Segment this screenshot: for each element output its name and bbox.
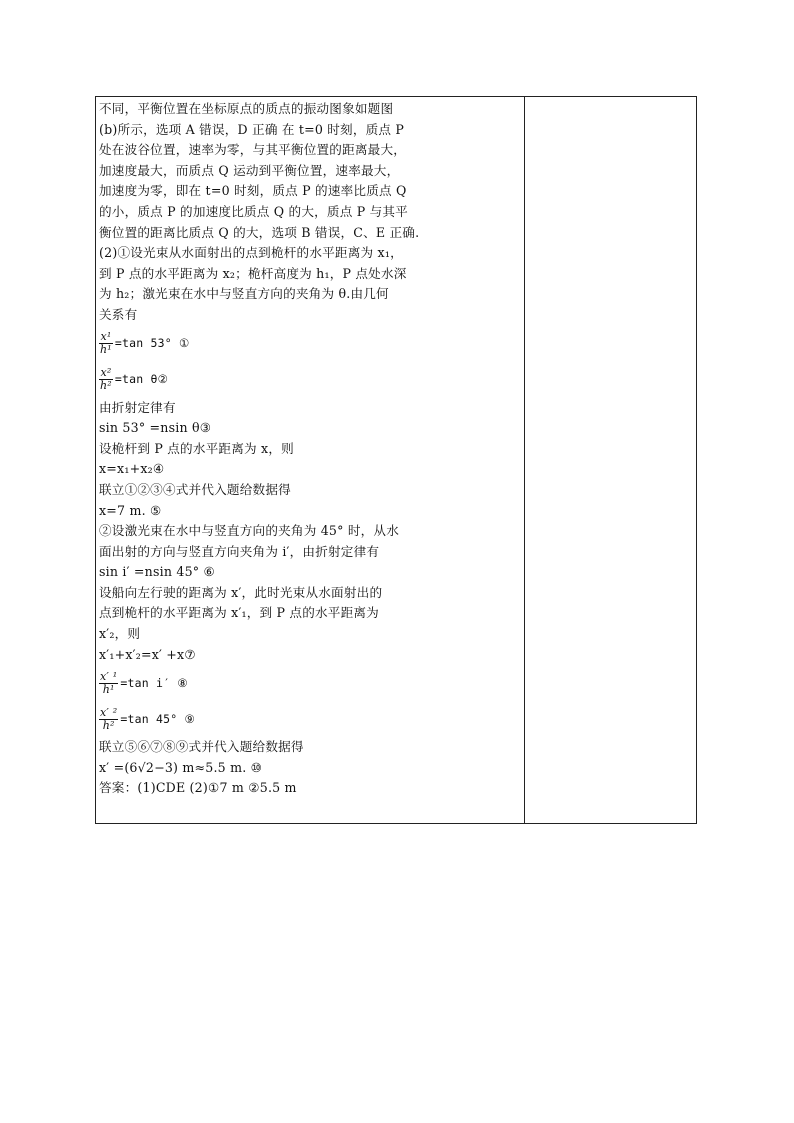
denominator: h¹ <box>102 682 115 696</box>
text-line: x′₂，则 <box>99 626 141 642</box>
numerator: x¹ <box>100 330 112 344</box>
text-line: sin 53° =nsin θ③ <box>99 420 212 436</box>
fraction <box>99 367 113 392</box>
equation-8 <box>99 665 427 701</box>
solution-table <box>95 96 697 824</box>
text-line: sin i′ =nsin 45° ⑥ <box>99 564 215 580</box>
text-line: 到 P 点的水平距离为 x₂；桅杆高度为 h₁，P 点处水深 <box>99 265 407 281</box>
denominator: h² <box>100 379 112 393</box>
equation-rest: =tan θ② <box>114 372 169 387</box>
text-line: 关系有 <box>99 306 138 322</box>
text-line: 联立⑤⑥⑦⑧⑨式并代入题给数据得 <box>99 739 304 755</box>
text-line: 面出射的方向与竖直方向夹角为 i′，由折射定律有 <box>99 543 380 559</box>
text-line: x=x₁+x₂④ <box>99 461 165 477</box>
equation-2 <box>99 362 427 398</box>
text-line: 加速度最大，而质点 Q 运动到平衡位置，速率最大， <box>99 162 400 178</box>
text-line: x′ =(6√2−3) m≈5.5 m. ⑩ <box>99 759 263 775</box>
text-line: 设船向左行驶的距离为 x′，此时光束从水面射出的 <box>99 584 383 600</box>
text-line: 处在波谷位置，速率为零，与其平衡位置的距离最大， <box>99 142 407 158</box>
equation-rest: =tan 45° ⑨ <box>120 711 196 726</box>
text-line: 不同，平衡位置在坐标原点的质点的振动图象如题图 <box>99 101 394 116</box>
column-divider <box>524 97 525 823</box>
text-line: 设桅杆到 P 点的水平距离为 x，则 <box>99 440 294 456</box>
numerator: x′ ¹ <box>100 669 118 683</box>
numerator: x′ ² <box>100 705 118 719</box>
text-line: 联立①②③④式并代入题给数据得 <box>99 481 291 497</box>
text-line: 点到桅杆的水平距离为 x′₁，到 P 点的水平距离为 <box>99 605 379 621</box>
text-line: (2)①设光束从水面射出的点到桅杆的水平距离为 x₁， <box>99 245 403 261</box>
text-line: 由折射定律有 <box>99 399 176 415</box>
denominator: h¹ <box>100 343 112 357</box>
text-line: 为 h₂；激光束在水中与竖直方向的夹角为 θ.由几何 <box>99 286 389 302</box>
text-line: 的小，质点 P 的加速度比质点 Q 的大，质点 P 与其平 <box>99 203 408 219</box>
text-line: ②设激光束在水中与竖直方向的夹角为 45° 时，从水 <box>99 523 399 539</box>
fraction <box>99 331 113 356</box>
text-line: 衡位置的距离比质点 Q 的大，选项 B 错误，C、E 正确. <box>99 224 420 240</box>
equation-1 <box>99 326 427 362</box>
text-line: x=7 m. ⑤ <box>99 502 162 518</box>
fraction <box>99 671 118 696</box>
denominator: h² <box>102 718 115 732</box>
text-line: x′₁+x′₂=x′ +x⑦ <box>99 646 196 662</box>
equation-rest: =tan i′ ⑧ <box>120 675 188 690</box>
fraction <box>99 707 118 732</box>
text-line: (b)所示，选项 A 错误，D 正确 在 t=0 时刻，质点 P <box>99 121 405 137</box>
answer-line: 答案：(1)CDE (2)①7 m ②5.5 m <box>99 780 297 796</box>
equation-9 <box>99 701 427 737</box>
text-line: 加速度为零，即在 t=0 时刻，质点 P 的速率比质点 Q <box>99 183 407 199</box>
equation-rest: =tan 53° ① <box>114 336 190 351</box>
solution-text <box>99 99 427 799</box>
numerator: x² <box>100 366 112 380</box>
